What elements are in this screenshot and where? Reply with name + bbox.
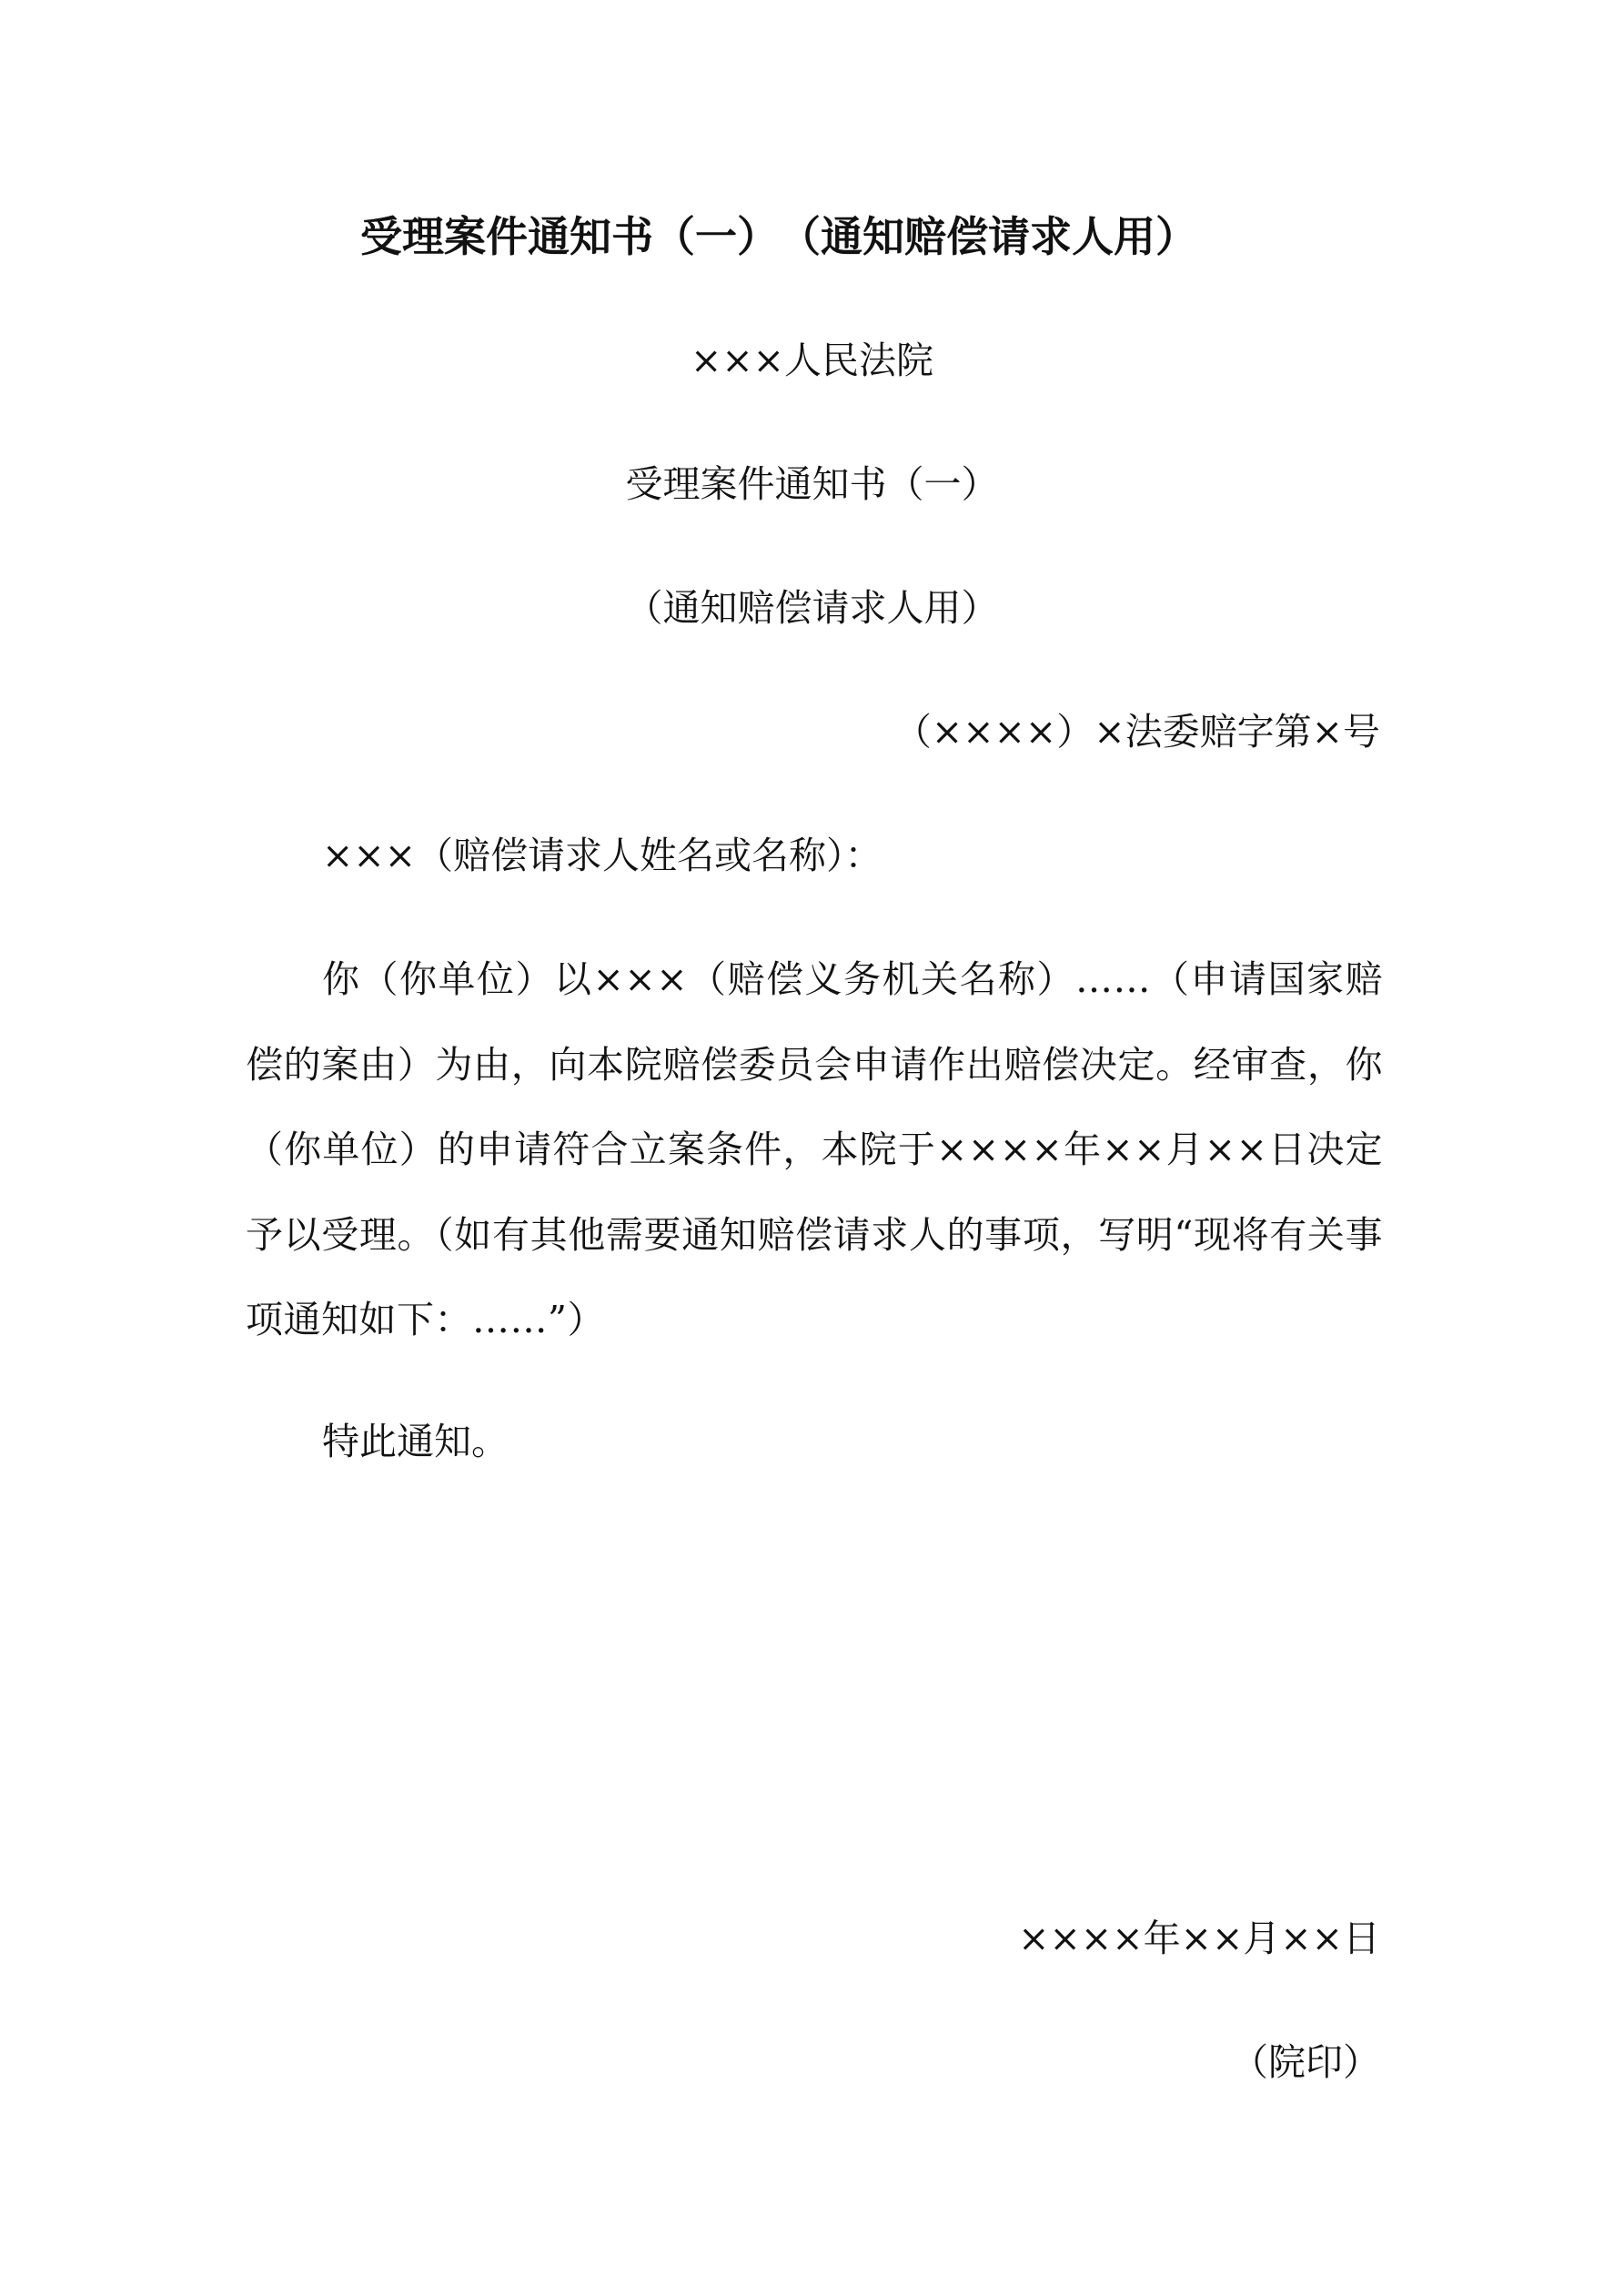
closing-line: 特此通知。 [322, 1420, 509, 1463]
court-name: ×××人民法院 [690, 339, 934, 382]
notice-body-paragraph: 你（你单位）以×××（赔偿义务机关名称）……（申请国家赔偿的案由）为由，向本院赔偿委员会申请作出赔偿决定。经审查，你（你单位）的申请符合立案条件，本院于××××年××月××日决定予以受理。（如有其他需要通知赔偿请求人的事项，写明“现将有关事项通知如下：……”） [246, 957, 1383, 1341]
issue-date: ××××年××月××日 [1018, 1917, 1380, 1960]
document-title: 受理案件通知书（一） （通知赔偿请求人用） [360, 212, 1197, 261]
notice-subtitle-note: （通知赔偿请求人用） [625, 586, 999, 630]
case-number: （××××）×法委赔字第×号 [893, 710, 1380, 754]
notice-subtitle: 受理案件通知书（一） [625, 462, 999, 506]
addressee: ×××（赔偿请求人姓名或名称）： [322, 834, 883, 877]
court-seal-placeholder: （院印） [1231, 2040, 1380, 2084]
